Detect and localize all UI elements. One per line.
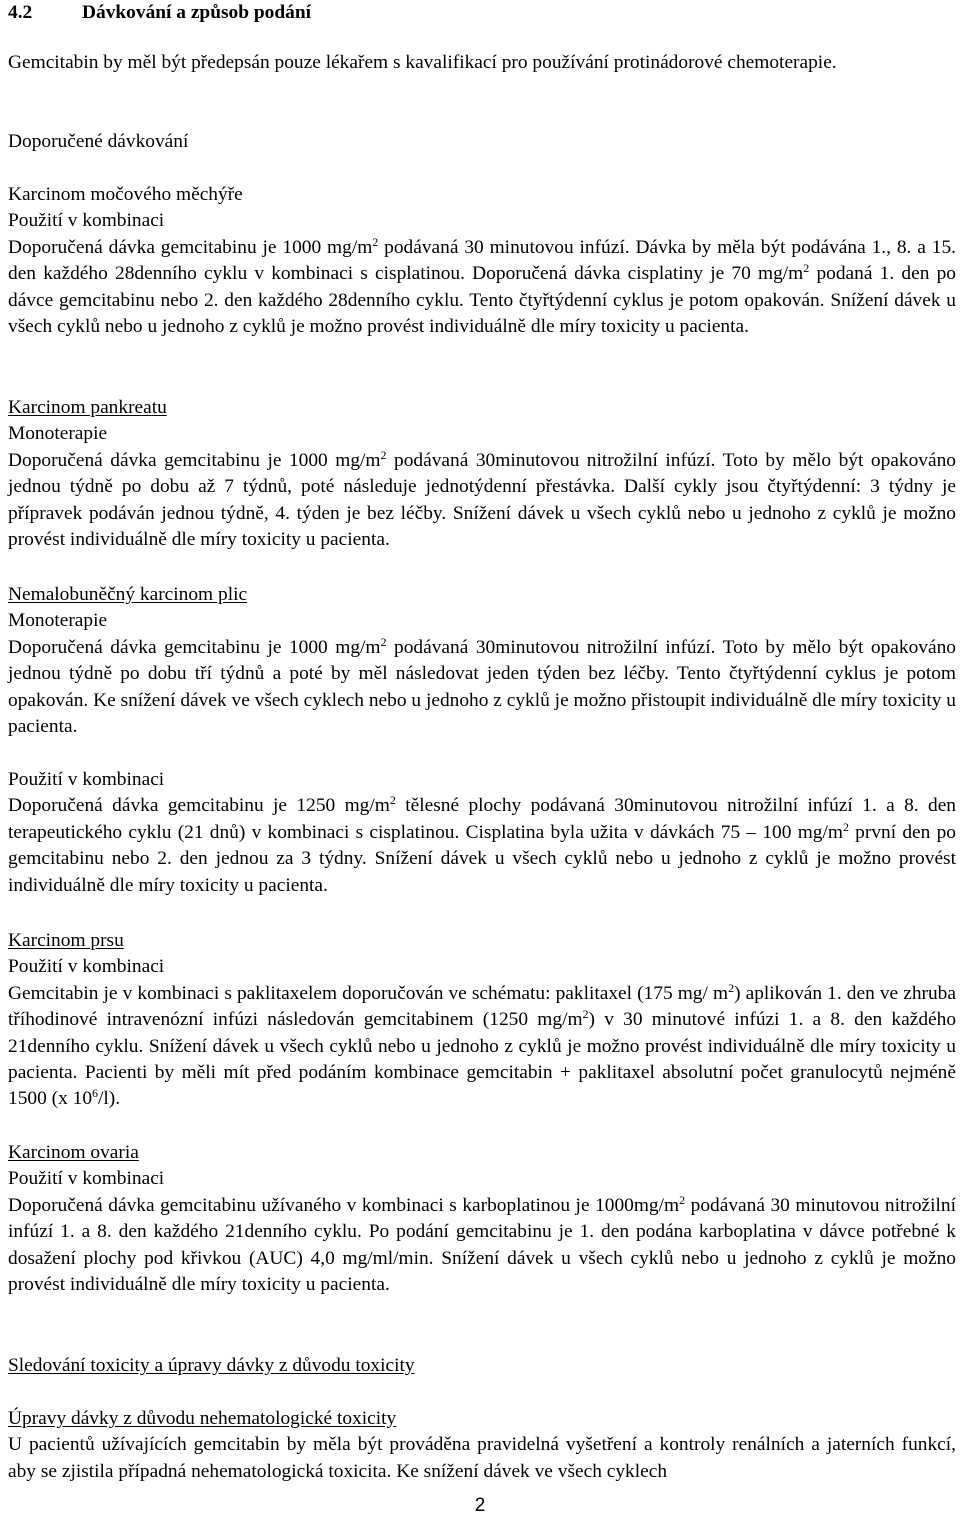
- nsclc-combo-paragraph: [8, 793, 956, 899]
- breast-sup-3: 6: [92, 1086, 99, 1101]
- breast-title: Karcinom prsu: [8, 930, 124, 951]
- ovary-text-2: podávaná 30 minutovou nitrožilní infúzí 1. a 8. den každého 21denního cyklu. Po podání gemcitabinu je 1. den podána karboplatina v dávce potřebné k dosažení plochy pod křivkou (AUC) 4,0 mg/ml/min. Snížení dávek u všech cyklů nebo u jednoho z cyklů je možno provést individuálně dle míry toxicity u pacienta.: [8, 1194, 956, 1296]
- breast-subtitle: Použití v kombinaci: [8, 956, 165, 978]
- bladder-title: Karcinom močového měchýře: [8, 184, 243, 205]
- nsclc-paragraph: [8, 635, 956, 741]
- page-number: 2: [474, 1495, 486, 1516]
- breast-text-2: ) aplikován 1. den ve zhruba tříhodinové intravenózní infúzi následován gemcitabinem (1250 mg/m: [8, 982, 956, 1031]
- nsclc-section: [8, 582, 956, 740]
- toxicity-section: [8, 1353, 956, 1379]
- bladder-text-1: Doporučená dávka gemcitabinu je 1000 mg/m: [8, 236, 373, 258]
- bladder-section: [8, 182, 956, 340]
- pancreas-subtitle: Monoterapie: [8, 423, 108, 445]
- breast-sup-2: 2: [582, 1007, 589, 1022]
- section-number: 4.2: [8, 2, 33, 23]
- nsclc-combo-text-1: Doporučená dávka gemcitabinu je 1250 mg/m: [8, 795, 390, 817]
- nonhematologic-title: Úpravy dávky z důvodu nehematologické toxicity: [8, 1408, 397, 1429]
- nsclc-combination-section: [8, 767, 956, 899]
- nsclc-combo-text-3: první den po gemcitabinu nebo 2. den jednou za 3 týdny. Snížení dávek u všech cyklů nebo u jednoho z cyklů je možno provést individuálně dle míry toxicity u pacienta.: [8, 821, 956, 896]
- breast-text-1: Gemcitabin je v kombinaci s paklitaxelem doporučován ve schématu: paklitaxel (175 mg/ m: [8, 982, 729, 1004]
- section-title: Dávkování a způsob podání: [82, 2, 312, 23]
- bladder-subtitle: Použití v kombinaci: [8, 210, 165, 232]
- ovary-subtitle: Použití v kombinaci: [8, 1168, 165, 1190]
- ovary-section: [8, 1140, 956, 1298]
- nsclc-text-2: podávaná 30minutovou nitrožilní infúzí. Toto by mělo být opakováno jednou týdně po dobu tří týdnů a poté by měl následovat jeden týden bez léčby. Tento čtyřtýdenní cyklus je potom opakován. Ke snížení dávek ve všech cyklech nebo u jednoho z cyklů je možno přistoupit individuálně dle míry toxicity u pacienta.: [8, 636, 956, 738]
- intro-section: [8, 50, 956, 76]
- bladder-text-2: podávaná 30 minutovou infúzí. Dávka by měla být podávána 1., 8. a 15. den každého 28denního cyklu v kombinaci s cisplatinou. Doporučená dávka cisplatiny je 70 mg/m: [8, 236, 956, 285]
- nsclc-title: Nemalobuněčný karcinom plic: [8, 584, 248, 605]
- pancreas-text-1: Doporučená dávka gemcitabinu je 1000 mg/m: [8, 449, 381, 471]
- bladder-paragraph: [8, 235, 956, 341]
- ovary-text-1: Doporučená dávka gemcitabinu užívaného v kombinaci s karboplatinou je 1000mg/m: [8, 1194, 680, 1216]
- nsclc-combo-text-2: tělesné plochy podávaná 30minutovou nitrožilní infúzí 1. a 8. den terapeutického cyklu (21 dnů) v kombinaci s cisplatinou. Cisplatina byla užita v dávkách 75 – 100 mg/m: [8, 795, 956, 843]
- pancreas-sup-1: 2: [380, 447, 387, 462]
- pancreas-paragraph: [8, 448, 956, 554]
- nsclc-combo-sup-2: 2: [842, 819, 849, 834]
- bladder-sup-1: 2: [372, 234, 379, 249]
- breast-text-3: ) v 30 minutové infúzi 1. a 8. den každého 21denního cyklu. Snížení dávek u všech cyklů nebo u jednoho z cyklů je možno provést individuálně dle míry toxicity u pacienta. Pacienti by měli mít před podáním kombinace gemcitabin + paklitaxel absolutní počet granulocytů nejméně 1500 (x 10: [8, 1009, 957, 1110]
- pancreas-text-2: podávaná 30minutovou nitrožilní infúzí. Toto by mělo být opakováno jednou týdně po dobu až 7 týdnů, poté následuje jednotýdenní přestávka. Další cykly jsou čtyřtýdenní: 3 týdny je přípravek podáván jednou týdně, 4. týden je bez léčby. Snížení dávek u všech cyklů nebo u jednoho z cyklů je možno provést individuálně dle míry toxicity u pacienta.: [8, 449, 956, 551]
- recommended-dosing-label: Doporučené dávkování: [8, 131, 189, 152]
- nonhematologic-paragraph: U pacientů užívajících gemcitabin by měla být prováděna pravidelná vyšetření a kontroly renálních a jaterních funkcí, aby se zjistila případná nehematologická toxicita. Ke snížení dávek ve všech cyklech: [8, 1434, 956, 1482]
- ovary-title: Karcinom ovaria: [8, 1142, 139, 1163]
- ovary-sup-1: 2: [679, 1192, 686, 1207]
- intro-paragraph: Gemcitabin by měl být předepsán pouze lékařem s kavalifikací pro používání protinádorové chemoterapie.: [8, 52, 837, 73]
- breast-text-4: /l).: [98, 1088, 121, 1110]
- nsclc-combo-sup-1: 2: [389, 793, 396, 808]
- breast-section: [8, 928, 956, 1113]
- nsclc-combo-title: Použití v kombinaci: [8, 769, 165, 790]
- bladder-sup-2: 2: [803, 261, 810, 276]
- nonhematologic-section: [8, 1406, 956, 1485]
- pancreas-section: [8, 395, 956, 553]
- breast-sup-1: 2: [728, 980, 735, 995]
- bladder-text-3: podaná 1. den po dávce gemcitabinu nebo 2. den každého 28denního cyklu. Tento čtyřtýdenní cyklus je potom opakován. Snížení dávek u všech cyklů nebo u jednoho z cyklů je možno provést individuálně dle míry toxicity u pacienta.: [8, 263, 956, 338]
- nsclc-subtitle: Monoterapie: [8, 610, 108, 632]
- ovary-paragraph: [8, 1193, 956, 1299]
- nsclc-sup-1: 2: [380, 634, 387, 649]
- nsclc-text-1: Doporučená dávka gemcitabinu je 1000 mg/m: [8, 636, 381, 658]
- toxicity-title: Sledování toxicity a úpravy dávky z důvodu toxicity: [8, 1355, 415, 1376]
- recommended-dosing-section: [8, 129, 956, 155]
- pancreas-title: Karcinom pankreatu: [8, 397, 167, 418]
- section-heading: [8, 0, 311, 26]
- breast-paragraph: [8, 981, 956, 1113]
